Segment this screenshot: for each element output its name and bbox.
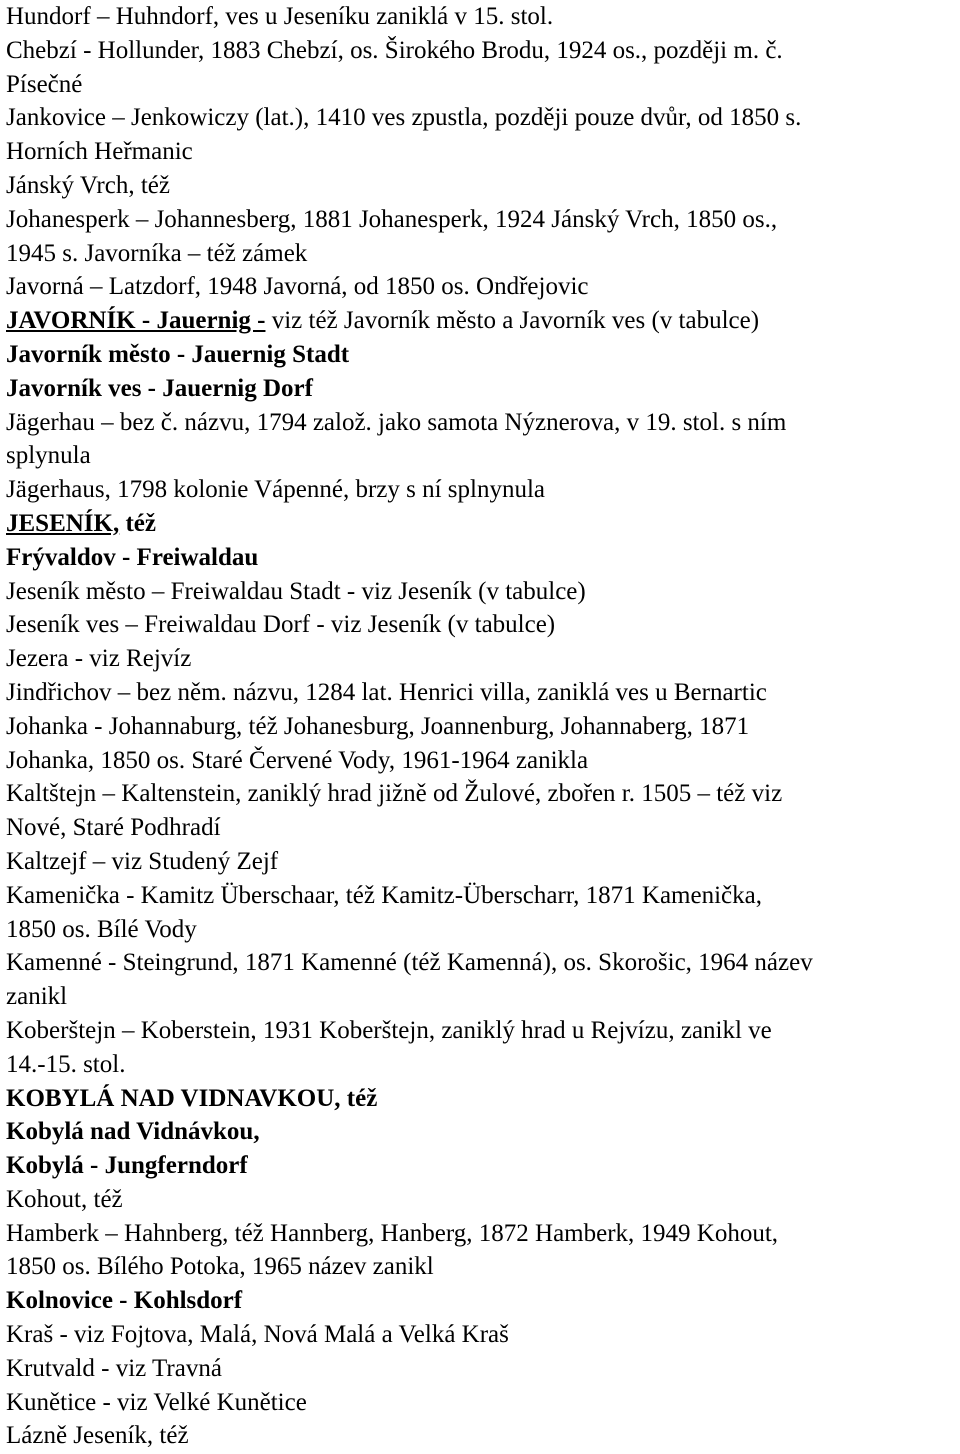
entry-kobyla-alt: Kobylá nad Vidnávkou, [6, 1118, 260, 1146]
entry-kolnovice: Kolnovice - Kohlsdorf [6, 1287, 243, 1315]
entry-jindrichov: Jindřichov – bez něm. názvu, 1284 lat. Henrici villa, zaniklá ves u Bernartic [6, 678, 767, 706]
entry-lazne-jesenik: Lázně Jeseník, též [6, 1422, 189, 1450]
entry-javornik-ves: Javorník ves - Jauernig Dorf [6, 374, 313, 402]
entry-jansky-vrch: Jánský Vrch, též [6, 171, 170, 199]
entry-krutvald: Krutvald - viz Travná [6, 1354, 222, 1382]
entry-chebzi: Chebzí - Hollunder, 1883 Chebzí, os. Širokého Brodu, 1924 os., později m. č. [6, 36, 783, 64]
entry-javornik-mesto: Javorník město - Jauernig Stadt [6, 340, 350, 368]
entry-kaltstejn-cont: Nové, Staré Podhradí [6, 814, 221, 842]
entry-jagerhaus: Jägerhaus, 1798 kolonie Vápenné, brzy s ní splnynula [6, 476, 546, 504]
entry-hundorf: Hundorf – Huhndorf, ves u Jeseníku zaniklá v 15. stol. [6, 3, 554, 30]
entry-koberstejn-cont: 14.-15. stol. [6, 1050, 126, 1078]
entry-jagerhau-cont: splynula [6, 442, 91, 470]
entry-jesenik-tez: též [119, 509, 157, 537]
entry-jankovice: Jankovice – Jenkowiczy (lat.), 1410 ves zpustla, později pouze dvůr, od 1850 s. [6, 104, 802, 132]
entry-kaltzejf: Kaltzejf – viz Studený Zejf [6, 847, 279, 875]
entry-jesenik-heading [6, 507, 956, 541]
entry-kamenne-cont: zanikl [6, 983, 68, 1011]
entry-fryvaldov: Frývaldov - Freiwaldau [6, 543, 259, 571]
entry-johanesperk-cont: 1945 s. Javorníka – též zámek [6, 239, 308, 267]
entry-kras: Kraš - viz Fojtova, Malá, Nová Malá a Velká Kraš [6, 1321, 509, 1349]
entry-hamberk-cont: 1850 os. Bílého Potoka, 1965 název zanikl [6, 1253, 434, 1281]
entry-javornik-note: viz též Javorník město a Javorník ves (v tabulce) [265, 307, 760, 335]
entry-javorna: Javorná – Latzdorf, 1948 Javorná, od 1850 os. Ondřejovic [6, 273, 589, 301]
entry-johanesperk: Johanesperk – Johannesberg, 1881 Johanesperk, 1924 Jánský Vrch, 1850 os., [6, 205, 778, 233]
entry-chebzi-cont: Písečné [6, 70, 83, 98]
entry-kohout: Kohout, též [6, 1185, 123, 1213]
entry-kamenne: Kamenné - Steingrund, 1871 Kamenné (též Kamenná), os. Skorošic, 1964 název [6, 949, 813, 977]
entry-kobyla-heading: KOBYLÁ NAD VIDNAVKOU, též [6, 1084, 378, 1112]
entry-jankovice-cont: Horních Heřmanic [6, 138, 193, 166]
entry-kobyla-german: Kobylá - Jungferndorf [6, 1152, 248, 1180]
entry-javornik-heading [6, 304, 956, 338]
entry-javornik-title: JAVORNÍK - Jauernig - [6, 307, 266, 335]
document-page [6, 0, 956, 1453]
entry-johanka: Johanka - Johannaburg, též Johanesburg, Joannenburg, Johannaberg, 1871 [6, 712, 750, 740]
entry-kunetice: Kunětice - viz Velké Kunětice [6, 1388, 307, 1416]
entry-kamenicka: Kamenička - Kamitz Überschaar, též Kamitz-Überscharr, 1871 Kamenička, [6, 881, 762, 909]
entry-jezera: Jezera - viz Rejvíz [6, 645, 192, 673]
entry-jesenik-ves: Jeseník ves – Freiwaldau Dorf - viz Jeseník (v tabulce) [6, 611, 556, 639]
entry-koberstejn: Koberštejn – Koberstein, 1931 Koberštejn, zaniklý hrad u Rejvízu, zanikl ve [6, 1016, 772, 1044]
entry-kamenicka-cont: 1850 os. Bílé Vody [6, 915, 197, 943]
entry-hamberk: Hamberk – Hahnberg, též Hannberg, Hanberg, 1872 Hamberk, 1949 Kohout, [6, 1219, 779, 1247]
entry-johanka-cont: Johanka, 1850 os. Staré Červené Vody, 1961-1964 zanikla [6, 746, 589, 774]
entry-jesenik-mesto: Jeseník město – Freiwaldau Stadt - viz Jeseník (v tabulce) [6, 577, 586, 605]
entry-kaltstejn: Kaltštejn – Kaltenstein, zaniklý hrad jižně od Žulové, zbořen r. 1505 – též viz [6, 780, 783, 808]
entry-jagerhau: Jägerhau – bez č. názvu, 1794 založ. jako samota Nýznerova, v 19. stol. s ním [6, 408, 787, 436]
entry-jesenik-title: JESENÍK, [6, 509, 120, 537]
